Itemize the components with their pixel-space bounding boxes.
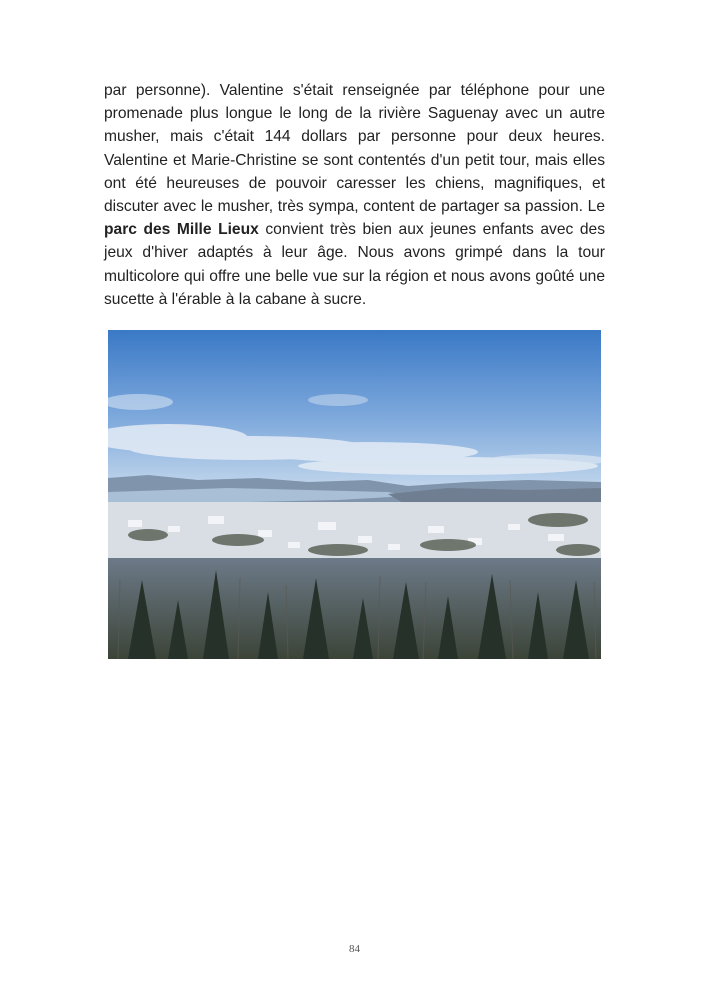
winter-landscape-illustration	[108, 330, 601, 659]
page-number: 84	[349, 943, 360, 955]
body-paragraph	[104, 79, 605, 311]
landscape-photo	[108, 330, 601, 659]
paragraph-text-end: convient très bien aux jeunes enfants avec des jeux d'hiver adaptés à leur âge. Nous avons grimpé dans la tour multicolore qui offre une belle vue sur la région et nous avons goûté une sucette à l'érable à la cabane à sucre.	[104, 221, 605, 308]
paragraph-text-start: par personne). Valentine s'était renseignée par téléphone pour une promenade plus longue le long de la rivière Saguenay avec un autre musher, mais c'était 144 dollars par personne pour deux heures. Valentine et Marie-Christine se sont contentés d'un petit tour, mais elles ont été heureuses de pouvoir caresser les chiens, magnifiques, et discuter avec le musher, très sympa, content de partager sa passion. Le	[104, 82, 605, 216]
park-name-bold: parc des Mille Lieux	[104, 221, 259, 239]
